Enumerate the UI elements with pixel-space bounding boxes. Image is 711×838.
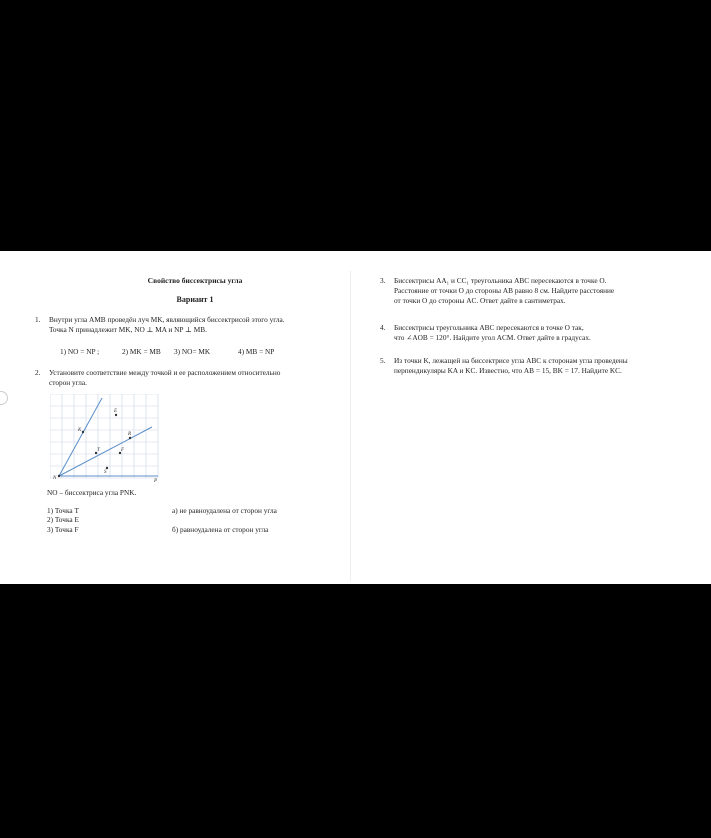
task-number: 2. <box>35 368 41 377</box>
task-1 <box>35 315 345 335</box>
match-left-item: 2) Точка E <box>47 515 79 524</box>
angle-grid-figure <box>50 394 164 484</box>
task-text-line: Точка N принадлежит MK, NO ⊥ MA и NP ⊥ MB. <box>49 325 207 334</box>
label-e: E <box>114 409 118 414</box>
option[interactable]: 3) NO= MK <box>174 347 211 356</box>
task-text-line: сторон угла. <box>49 378 87 387</box>
figure-caption: NO – биссектриса угла PNK. <box>47 488 137 497</box>
scroll-handle-icon[interactable] <box>0 391 8 405</box>
task-3 <box>380 276 700 306</box>
task-text-line: Установите соответствие между точкой и ее расположением относительно <box>49 368 281 377</box>
task-4 <box>380 323 700 343</box>
label-f: F <box>121 448 125 453</box>
page-title: Свойство биссектрисы угла <box>147 276 243 285</box>
task-number: 3. <box>380 276 386 285</box>
column-divider <box>350 271 351 581</box>
task-text-line: что ∠AOB = 120°. Найдите угол ACM. Ответ дайте в градусах. <box>394 333 591 342</box>
task-text-line: Биссектрисы AA₁ и CC₁ треугольника ABC пересекаются в точке O. <box>394 276 607 285</box>
task-text-line: Биссектрисы треугольника ABC пересекаются в точке O так, <box>394 323 584 332</box>
match-right-item: а) не равноудалена от сторон угла <box>172 506 277 515</box>
task-number: 1. <box>35 315 41 324</box>
label-k: K <box>78 428 82 433</box>
label-p: P <box>154 479 158 484</box>
option[interactable]: 1) NO = NP ; <box>60 347 100 356</box>
task-number: 5. <box>380 356 386 365</box>
label-t: T <box>97 448 100 453</box>
task-text-line: от точки O до стороны AC. Ответ дайте в сантиметрах. <box>394 296 566 305</box>
variant-heading: Вариант 1 <box>176 295 214 304</box>
task-text-line: Расстояние от точки O до стороны AB равно 8 см. Найдите расстояние <box>394 286 615 295</box>
option[interactable]: 2) MK = MB <box>122 347 161 356</box>
option[interactable]: 4) MB = NP <box>238 347 275 356</box>
task-text-line: Внутри угла AMB проведён луч MK, являющийся биссектрисой этого угла. <box>49 315 285 324</box>
label-n: N <box>53 476 57 481</box>
match-left-item: 1) Точка T <box>47 506 79 515</box>
match-right-item: б) равноудалена от сторон угла <box>172 525 269 534</box>
grid-lines <box>50 394 158 478</box>
points <box>58 414 131 477</box>
task-text-line: Из точки K, лежащей на биссектрисе угла ABC к сторонам угла проведены <box>394 356 628 365</box>
task-2 <box>35 368 345 388</box>
label-s: S <box>104 470 107 475</box>
task-number: 4. <box>380 323 386 332</box>
worksheet-page <box>0 251 711 584</box>
label-r: R <box>128 432 132 437</box>
match-left-item: 3) Точка F <box>47 525 79 534</box>
task-text-line: перпендикуляры KA и KC. Известно, что AB = 15, BK = 17. Найдите KC. <box>394 366 622 375</box>
task-5 <box>380 356 705 376</box>
